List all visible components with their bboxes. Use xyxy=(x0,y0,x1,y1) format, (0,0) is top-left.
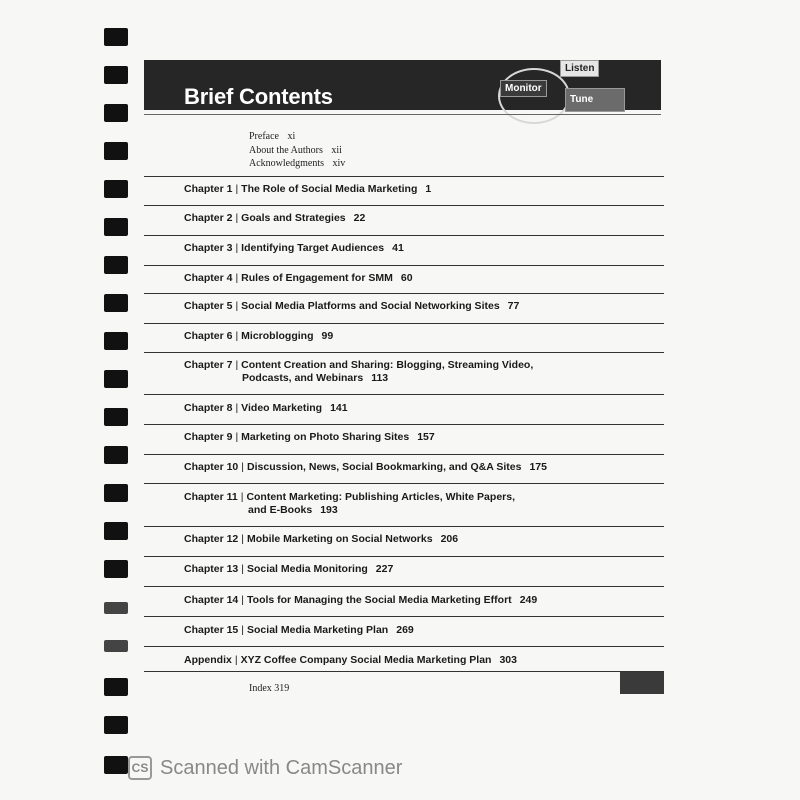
toc-row xyxy=(144,293,664,324)
chapter-title: Tools for Managing the Social Media Marketing Effort xyxy=(247,594,512,606)
listen-badge: Listen xyxy=(560,60,599,77)
camscanner-watermark xyxy=(128,756,402,780)
chapter-page: 175 xyxy=(529,461,547,473)
chapter-number: Appendix xyxy=(184,654,232,666)
front-matter-label: Preface xyxy=(249,131,279,142)
front-matter-page: xii xyxy=(331,144,342,156)
binding-ring xyxy=(104,104,128,122)
binding-ring xyxy=(104,408,128,426)
chapter-number: Chapter 13 xyxy=(184,563,239,575)
binding-ring xyxy=(104,294,128,312)
chapter-number: Chapter 6 xyxy=(184,330,233,342)
toc-entry: Chapter 10 | Discussion, News, Social Bookmarking, and Q&A Sites 175 xyxy=(184,461,547,473)
chapter-title: Rules of Engagement for SMM xyxy=(241,272,393,284)
watermark-text: Scanned with CamScanner xyxy=(160,756,403,779)
front-matter-label: About the Authors xyxy=(249,144,323,156)
binding-ring xyxy=(104,560,128,578)
binding-ring xyxy=(104,28,128,46)
toc-row xyxy=(144,265,664,296)
binding-ring xyxy=(104,602,128,614)
front-matter-page: xi xyxy=(287,131,296,142)
chapter-page: 269 xyxy=(396,624,414,636)
camscanner-logo-icon: CS xyxy=(128,756,152,780)
toc-row xyxy=(144,176,664,207)
binding-ring xyxy=(104,678,128,696)
toc-row xyxy=(144,586,664,617)
chapter-page: 113 xyxy=(371,372,389,384)
chapter-title: Social Media Monitoring xyxy=(247,563,368,575)
index-page: 319 xyxy=(274,683,290,694)
chapter-title: Social Media Marketing Plan xyxy=(247,624,389,636)
binding-ring xyxy=(104,484,128,502)
chapter-number: Chapter 2 xyxy=(184,212,233,224)
binding-ring xyxy=(104,142,128,160)
toc-row xyxy=(144,394,664,425)
binding-ring xyxy=(104,756,128,774)
chapter-title: Content Creation and Sharing: Blogging, Streaming Video, xyxy=(241,359,534,371)
chapter-page: 303 xyxy=(499,654,517,666)
chapter-title-continued: Podcasts, and Webinars xyxy=(242,372,364,384)
front-matter xyxy=(249,130,345,171)
chapter-title: Goals and Strategies xyxy=(241,212,346,224)
page-title: Brief Contents xyxy=(184,84,333,109)
chapter-page: 60 xyxy=(400,272,413,284)
binding-ring xyxy=(104,716,128,734)
chapter-title: Discussion, News, Social Bookmarking, and Q&A Sites xyxy=(247,461,522,473)
chapter-number: Chapter 5 xyxy=(184,300,233,312)
toc-row xyxy=(144,352,664,396)
chapter-title: Mobile Marketing on Social Networks xyxy=(247,533,433,545)
front-matter-item xyxy=(249,157,345,171)
chapter-number: Chapter 11 xyxy=(184,491,238,503)
toc-entry: Appendix | XYZ Coffee Company Social Media Marketing Plan 303 xyxy=(184,654,517,666)
chapter-number: Chapter 7 xyxy=(184,359,233,371)
toc-row xyxy=(144,483,664,527)
front-matter-label: Acknowledgments xyxy=(249,158,324,169)
binding-ring xyxy=(104,332,128,350)
chapter-number: Chapter 15 xyxy=(184,624,239,636)
chapter-page: 206 xyxy=(440,533,459,545)
chapter-title: Video Marketing xyxy=(241,402,323,414)
chapter-title: Social Media Platforms and Social Networking Sites xyxy=(241,300,500,312)
toc-entry: Chapter 6 | Microblogging 99 xyxy=(184,330,334,342)
toc-row xyxy=(144,235,664,266)
chapter-page: 249 xyxy=(519,594,538,606)
chapter-title: Microblogging xyxy=(241,330,314,342)
toc-row xyxy=(144,556,664,587)
toc-entry: Chapter 8 | Video Marketing 141 xyxy=(184,402,348,414)
front-matter-item xyxy=(249,130,345,144)
chapter-title: Identifying Target Audiences xyxy=(241,242,385,254)
chapter-title-continued: and E-Books xyxy=(248,504,313,516)
toc-row xyxy=(144,526,664,557)
toc-entry: Chapter 9 | Marketing on Photo Sharing Sites 157 xyxy=(184,431,435,443)
front-matter-item xyxy=(249,144,345,158)
binding-ring xyxy=(104,218,128,236)
chapter-number: Chapter 9 xyxy=(184,431,233,443)
index-entry xyxy=(249,683,289,694)
chapter-number: Chapter 3 xyxy=(184,242,233,254)
binding-ring xyxy=(104,180,128,198)
toc-entry: Chapter 4 | Rules of Engagement for SMM 60 xyxy=(184,272,413,284)
toc-row xyxy=(144,454,664,485)
toc-row xyxy=(144,205,664,236)
chapter-page: 141 xyxy=(330,402,348,414)
chapter-title: XYZ Coffee Company Social Media Marketing Plan xyxy=(240,654,492,666)
toc-entry: Chapter 2 | Goals and Strategies 22 xyxy=(184,212,366,224)
toc-row xyxy=(144,646,664,672)
toc-entry: Chapter 11 | Content Marketing: Publishing Articles, White Papers, and E-Books 193 xyxy=(184,491,515,516)
toc-row xyxy=(144,616,664,647)
chapter-number: Chapter 10 xyxy=(184,461,239,473)
toc-entry: Chapter 15 | Social Media Marketing Plan 269 xyxy=(184,624,414,636)
tune-badge: Tune xyxy=(565,88,625,112)
toc-row xyxy=(144,323,664,354)
binding-ring xyxy=(104,522,128,540)
chapter-page: 77 xyxy=(507,300,520,312)
chapter-number: Chapter 4 xyxy=(184,272,233,284)
toc-entry: Chapter 5 | Social Media Platforms and Social Networking Sites 77 xyxy=(184,300,520,312)
chapter-page: 227 xyxy=(375,563,394,575)
chapter-page: 22 xyxy=(353,212,366,224)
toc-entry: Chapter 14 | Tools for Managing the Social Media Marketing Effort 249 xyxy=(184,594,538,606)
binding-ring xyxy=(104,640,128,652)
header-rule xyxy=(144,114,661,115)
chapter-number: Chapter 1 xyxy=(184,183,233,195)
toc-entry: Chapter 13 | Social Media Monitoring 227 xyxy=(184,563,394,575)
chapter-title: Content Marketing: Publishing Articles, White Papers, xyxy=(246,491,515,503)
corner-tab xyxy=(620,672,664,694)
chapter-number: Chapter 14 xyxy=(184,594,239,606)
toc-row xyxy=(144,424,664,455)
binding-ring xyxy=(104,66,128,84)
monitor-badge: Monitor xyxy=(500,80,547,97)
chapter-page: 99 xyxy=(321,330,334,342)
chapter-title: The Role of Social Media Marketing xyxy=(241,183,418,195)
chapter-number: Chapter 8 xyxy=(184,402,233,414)
toc-entry: Chapter 1 | The Role of Social Media Marketing 1 xyxy=(184,183,432,195)
chapter-title: Marketing on Photo Sharing Sites xyxy=(241,431,410,443)
toc-entry: Chapter 3 | Identifying Target Audiences 41 xyxy=(184,242,404,254)
chapter-number: Chapter 12 xyxy=(184,533,239,545)
chapter-page: 41 xyxy=(392,242,404,254)
chapter-page: 193 xyxy=(320,504,338,516)
binding-ring xyxy=(104,446,128,464)
binding-ring xyxy=(104,256,128,274)
toc-entry: Chapter 12 | Mobile Marketing on Social Networks 206 xyxy=(184,533,459,545)
index-label: Index xyxy=(249,683,272,694)
front-matter-page: xiv xyxy=(332,158,346,169)
chapter-page: 157 xyxy=(417,431,435,443)
chapter-page: 1 xyxy=(425,183,432,195)
binding-ring xyxy=(104,370,128,388)
toc-entry: Chapter 7 | Content Creation and Sharing: Blogging, Streaming Video, Podcasts, and Webinars 113 xyxy=(184,359,534,384)
